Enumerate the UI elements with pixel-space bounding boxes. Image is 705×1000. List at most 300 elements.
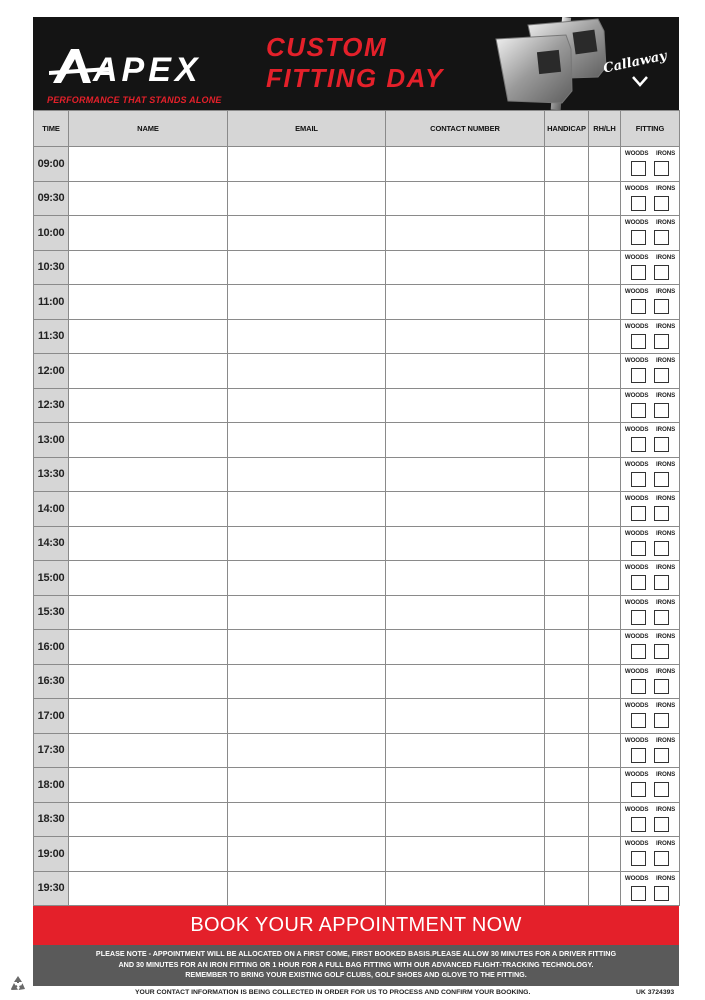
fitting-cell (621, 457, 680, 492)
time-slot: 13:30 (34, 457, 69, 492)
woods-checkbox[interactable] (631, 334, 646, 349)
woods-checkbox[interactable] (631, 368, 646, 383)
fitting-labels (621, 840, 679, 847)
irons-checkbox[interactable] (654, 265, 669, 280)
woods-label: WOODS (624, 874, 649, 882)
fitting-cell (621, 181, 680, 216)
woods-checkbox[interactable] (631, 506, 646, 521)
woods-label: WOODS (624, 460, 649, 468)
fitting-labels (621, 254, 679, 261)
email-cell[interactable] (228, 837, 386, 872)
fitting-labels (621, 633, 679, 640)
privacy-statement: YOUR CONTACT INFORMATION IS BEING COLLECTED IN ORDER FOR US TO PROCESS AND CONFIRM YOUR BOOKING. (135, 989, 531, 996)
woods-checkbox[interactable] (631, 886, 646, 901)
time-slot: 12:30 (34, 388, 69, 423)
fitting-labels (621, 150, 679, 157)
woods-label: WOODS (624, 495, 649, 502)
irons-label: IRONS (656, 564, 676, 571)
handicap-cell[interactable] (545, 354, 589, 389)
handicap-cell[interactable] (545, 802, 589, 837)
hand-cell[interactable] (589, 802, 621, 837)
woods-label: WOODS (624, 564, 649, 571)
name-cell[interactable] (69, 216, 228, 251)
irons-checkbox[interactable] (654, 506, 669, 521)
time-slot: 09:30 (34, 181, 69, 216)
irons-label: IRONS (656, 702, 676, 709)
fitting-cell (621, 147, 680, 182)
time-slot: 09:00 (34, 147, 69, 182)
booking-sheet (33, 17, 679, 986)
name-cell[interactable] (69, 388, 228, 423)
column-header-hand: RH/LH (589, 111, 621, 147)
hand-cell[interactable] (589, 630, 621, 665)
fitting-labels (621, 323, 679, 330)
golf-iron-heads (458, 17, 618, 110)
name-cell[interactable] (69, 802, 228, 837)
hand-cell[interactable] (589, 181, 621, 216)
name-cell[interactable] (69, 664, 228, 699)
hand-cell[interactable] (589, 319, 621, 354)
handicap-cell[interactable] (545, 388, 589, 423)
email-cell[interactable] (228, 319, 386, 354)
woods-checkbox[interactable] (631, 817, 646, 832)
fitting-cell (621, 664, 680, 699)
woods-checkbox[interactable] (631, 851, 646, 866)
column-header-name: NAME (69, 111, 228, 147)
handicap-cell[interactable] (545, 768, 589, 803)
woods-checkbox[interactable] (631, 230, 646, 245)
contact-number-cell[interactable] (386, 561, 545, 596)
woods-checkbox[interactable] (631, 299, 646, 314)
irons-label: IRONS (656, 633, 676, 640)
hand-cell[interactable] (589, 664, 621, 699)
irons-label: IRONS (656, 288, 676, 295)
contact-number-cell[interactable] (386, 837, 545, 872)
fitting-checkboxes (621, 886, 679, 901)
table-row (34, 354, 680, 389)
handicap-cell[interactable] (545, 319, 589, 354)
woods-label: WOODS (624, 598, 649, 606)
table-row (34, 181, 680, 216)
email-cell[interactable] (228, 733, 386, 768)
table-row (34, 595, 680, 630)
table-row (34, 630, 680, 665)
fitting-checkboxes (621, 368, 679, 383)
contact-number-cell[interactable] (386, 423, 545, 458)
contact-number-cell[interactable] (386, 216, 545, 251)
time-slot: 17:30 (34, 733, 69, 768)
column-header-time: TIME (34, 111, 69, 147)
fitting-cell (621, 871, 680, 906)
irons-label: IRONS (656, 736, 676, 744)
handicap-cell[interactable] (545, 699, 589, 734)
contact-number-cell[interactable] (386, 871, 545, 906)
fitting-checkboxes (621, 437, 679, 452)
notice-line-1: PLEASE NOTE - APPOINTMENT WILL BE ALLOCATED ON A FIRST COME, FIRST BOOKED BASIS.PLEASE ALLOW 30 MINUTES FOR A DRIVER FITTING (95, 949, 617, 958)
name-cell[interactable] (69, 147, 228, 182)
irons-checkbox[interactable] (654, 817, 669, 832)
table-row (34, 457, 680, 492)
column-header-fitting: FITTING (621, 111, 680, 147)
handicap-cell[interactable] (545, 871, 589, 906)
irons-checkbox[interactable] (654, 782, 669, 797)
hand-cell[interactable] (589, 595, 621, 630)
irons-checkbox[interactable] (654, 161, 669, 176)
woods-checkbox[interactable] (631, 575, 646, 590)
time-slot: 19:30 (34, 871, 69, 906)
irons-checkbox[interactable] (654, 403, 669, 418)
irons-checkbox[interactable] (654, 299, 669, 314)
irons-label: IRONS (656, 322, 676, 330)
name-cell[interactable] (69, 768, 228, 803)
contact-number-cell[interactable] (386, 492, 545, 527)
irons-checkbox[interactable] (654, 644, 669, 659)
column-header-email: EMAIL (228, 111, 386, 147)
irons-label: IRONS (656, 598, 676, 606)
fitting-checkboxes (621, 817, 679, 832)
hand-cell[interactable] (589, 147, 621, 182)
email-cell[interactable] (228, 250, 386, 285)
woods-label: WOODS (624, 391, 649, 399)
table-row (34, 837, 680, 872)
irons-label: IRONS (656, 805, 676, 813)
table-row (34, 216, 680, 251)
irons-label: IRONS (656, 840, 676, 847)
hand-cell[interactable] (589, 423, 621, 458)
woods-checkbox[interactable] (631, 644, 646, 659)
irons-checkbox[interactable] (654, 230, 669, 245)
name-cell[interactable] (69, 595, 228, 630)
fitting-checkboxes (621, 610, 679, 625)
email-cell[interactable] (228, 871, 386, 906)
handicap-cell[interactable] (545, 147, 589, 182)
woods-label: WOODS (624, 357, 649, 364)
email-cell[interactable] (228, 457, 386, 492)
woods-checkbox[interactable] (631, 782, 646, 797)
fitting-labels (621, 599, 679, 606)
handicap-cell[interactable] (545, 181, 589, 216)
woods-checkbox[interactable] (631, 265, 646, 280)
woods-label: WOODS (624, 219, 649, 226)
woods-label: WOODS (624, 633, 649, 640)
document-code: UK 3724393 (636, 989, 675, 996)
name-cell[interactable] (69, 733, 228, 768)
contact-number-cell[interactable] (386, 526, 545, 561)
email-cell[interactable] (228, 802, 386, 837)
handicap-cell[interactable] (545, 664, 589, 699)
contact-number-cell[interactable] (386, 802, 545, 837)
handicap-cell[interactable] (545, 526, 589, 561)
fitting-checkboxes (621, 230, 679, 245)
irons-checkbox[interactable] (654, 334, 669, 349)
notice-line-3: REMEMBER TO BRING YOUR EXISTING GOLF CLUBS, GOLF SHOES AND GLOVE TO THE FITTING. (185, 970, 527, 979)
contact-number-cell[interactable] (386, 768, 545, 803)
name-cell[interactable] (69, 319, 228, 354)
handicap-cell[interactable] (545, 285, 589, 320)
fitting-labels (621, 185, 679, 192)
hand-cell[interactable] (589, 768, 621, 803)
irons-checkbox[interactable] (654, 541, 669, 556)
fitting-labels (621, 737, 679, 744)
name-cell[interactable] (69, 457, 228, 492)
woods-checkbox[interactable] (631, 161, 646, 176)
fitting-checkboxes (621, 403, 679, 418)
table-row (34, 492, 680, 527)
contact-number-cell[interactable] (386, 664, 545, 699)
woods-checkbox[interactable] (631, 403, 646, 418)
fitting-checkboxes (621, 541, 679, 556)
fitting-labels (621, 219, 679, 226)
irons-checkbox[interactable] (654, 886, 669, 901)
fitting-labels (621, 288, 679, 295)
handicap-cell[interactable] (545, 733, 589, 768)
handicap-cell[interactable] (545, 595, 589, 630)
irons-label: IRONS (656, 184, 676, 192)
time-slot: 19:00 (34, 837, 69, 872)
email-cell[interactable] (228, 388, 386, 423)
fitting-labels (621, 668, 679, 675)
fitting-labels (621, 702, 679, 709)
time-slot: 13:00 (34, 423, 69, 458)
fitting-labels (621, 495, 679, 502)
name-cell[interactable] (69, 871, 228, 906)
email-cell[interactable] (228, 526, 386, 561)
contact-number-cell[interactable] (386, 147, 545, 182)
table-row (34, 423, 680, 458)
email-cell[interactable] (228, 699, 386, 734)
fitting-checkboxes (621, 713, 679, 728)
hand-cell[interactable] (589, 837, 621, 872)
fitting-checkboxes (621, 575, 679, 590)
name-cell[interactable] (69, 285, 228, 320)
fitting-checkboxes (621, 506, 679, 521)
contact-number-cell[interactable] (386, 630, 545, 665)
irons-checkbox[interactable] (654, 472, 669, 487)
email-cell[interactable] (228, 561, 386, 596)
fitting-checkboxes (621, 472, 679, 487)
name-cell[interactable] (69, 492, 228, 527)
woods-checkbox[interactable] (631, 748, 646, 763)
woods-checkbox[interactable] (631, 541, 646, 556)
table-row (34, 664, 680, 699)
handicap-cell[interactable] (545, 561, 589, 596)
name-cell[interactable] (69, 250, 228, 285)
fitting-cell (621, 768, 680, 803)
event-title (266, 32, 444, 94)
name-cell[interactable] (69, 354, 228, 389)
name-cell[interactable] (69, 561, 228, 596)
email-cell[interactable] (228, 630, 386, 665)
name-cell[interactable] (69, 837, 228, 872)
hand-cell[interactable] (589, 871, 621, 906)
email-cell[interactable] (228, 492, 386, 527)
hand-cell[interactable] (589, 285, 621, 320)
fitting-cell (621, 561, 680, 596)
handicap-cell[interactable] (545, 423, 589, 458)
fitting-labels (621, 357, 679, 364)
handicap-cell[interactable] (545, 837, 589, 872)
contact-number-cell[interactable] (386, 733, 545, 768)
column-header-contact-number: CONTACT NUMBER (386, 111, 545, 147)
email-cell[interactable] (228, 423, 386, 458)
handicap-cell[interactable] (545, 492, 589, 527)
fitting-labels (621, 875, 679, 882)
fitting-checkboxes (621, 782, 679, 797)
woods-checkbox[interactable] (631, 472, 646, 487)
irons-checkbox[interactable] (654, 748, 669, 763)
hand-cell[interactable] (589, 250, 621, 285)
email-cell[interactable] (228, 285, 386, 320)
email-cell[interactable] (228, 216, 386, 251)
irons-label: IRONS (656, 391, 676, 399)
table-row (34, 699, 680, 734)
fitting-labels (621, 771, 679, 778)
time-slot: 12:00 (34, 354, 69, 389)
name-cell[interactable] (69, 181, 228, 216)
table-row (34, 319, 680, 354)
woods-checkbox[interactable] (631, 437, 646, 452)
time-slot: 15:30 (34, 595, 69, 630)
contact-number-cell[interactable] (386, 285, 545, 320)
email-cell[interactable] (228, 181, 386, 216)
time-slot: 16:30 (34, 664, 69, 699)
irons-checkbox[interactable] (654, 679, 669, 694)
woods-checkbox[interactable] (631, 610, 646, 625)
table-row (34, 561, 680, 596)
email-cell[interactable] (228, 147, 386, 182)
time-slot: 11:30 (34, 319, 69, 354)
woods-label: WOODS (624, 702, 649, 709)
irons-checkbox[interactable] (654, 610, 669, 625)
event-title-line-2: FITTING DAY (266, 63, 444, 93)
woods-label: WOODS (624, 805, 649, 813)
contact-number-cell[interactable] (386, 354, 545, 389)
fitting-checkboxes (621, 679, 679, 694)
time-slot: 17:00 (34, 699, 69, 734)
contact-number-cell[interactable] (386, 457, 545, 492)
booking-notice (33, 945, 679, 986)
time-slot: 10:30 (34, 250, 69, 285)
fitting-cell (621, 492, 680, 527)
irons-checkbox[interactable] (654, 368, 669, 383)
time-slot: 16:00 (34, 630, 69, 665)
contact-number-cell[interactable] (386, 319, 545, 354)
time-slot: 11:00 (34, 285, 69, 320)
fitting-cell (621, 630, 680, 665)
irons-checkbox[interactable] (654, 196, 669, 211)
fitting-cell (621, 354, 680, 389)
woods-label: WOODS (624, 736, 649, 744)
fitting-cell (621, 388, 680, 423)
name-cell[interactable] (69, 630, 228, 665)
hand-cell[interactable] (589, 561, 621, 596)
handicap-cell[interactable] (545, 457, 589, 492)
time-slot: 10:00 (34, 216, 69, 251)
fitting-labels (621, 806, 679, 813)
name-cell[interactable] (69, 526, 228, 561)
email-cell[interactable] (228, 664, 386, 699)
handicap-cell[interactable] (545, 216, 589, 251)
woods-label: WOODS (624, 667, 649, 675)
irons-checkbox[interactable] (654, 437, 669, 452)
irons-label: IRONS (656, 874, 676, 882)
email-cell[interactable] (228, 595, 386, 630)
header-banner (33, 17, 679, 110)
woods-label: WOODS (624, 184, 649, 192)
hand-cell[interactable] (589, 492, 621, 527)
woods-checkbox[interactable] (631, 196, 646, 211)
irons-label: IRONS (656, 460, 676, 468)
hand-cell[interactable] (589, 388, 621, 423)
name-cell[interactable] (69, 699, 228, 734)
fitting-cell (621, 423, 680, 458)
woods-label: WOODS (624, 150, 649, 157)
hand-cell[interactable] (589, 526, 621, 561)
fitting-cell (621, 319, 680, 354)
irons-checkbox[interactable] (654, 851, 669, 866)
hand-cell[interactable] (589, 699, 621, 734)
handicap-cell[interactable] (545, 250, 589, 285)
hand-cell[interactable] (589, 354, 621, 389)
hand-cell[interactable] (589, 733, 621, 768)
woods-checkbox[interactable] (631, 679, 646, 694)
fitting-cell (621, 250, 680, 285)
woods-checkbox[interactable] (631, 713, 646, 728)
irons-checkbox[interactable] (654, 575, 669, 590)
hand-cell[interactable] (589, 457, 621, 492)
recycle-icon (8, 974, 28, 994)
irons-label: IRONS (656, 426, 676, 433)
fitting-cell (621, 699, 680, 734)
email-cell[interactable] (228, 768, 386, 803)
table-row (34, 250, 680, 285)
contact-number-cell[interactable] (386, 250, 545, 285)
table-header-row (34, 111, 680, 147)
time-slot: 18:30 (34, 802, 69, 837)
fitting-labels (621, 426, 679, 433)
fitting-cell (621, 837, 680, 872)
fitting-checkboxes (621, 299, 679, 314)
woods-label: WOODS (624, 771, 649, 778)
woods-label: WOODS (624, 288, 649, 295)
column-header-handicap: HANDICAP (545, 111, 589, 147)
table-row (34, 768, 680, 803)
irons-label: IRONS (656, 495, 676, 502)
irons-label: IRONS (656, 253, 676, 261)
contact-number-cell[interactable] (386, 595, 545, 630)
irons-checkbox[interactable] (654, 713, 669, 728)
fitting-cell (621, 526, 680, 561)
time-slot: 14:30 (34, 526, 69, 561)
email-cell[interactable] (228, 354, 386, 389)
irons-label: IRONS (656, 667, 676, 675)
contact-number-cell[interactable] (386, 699, 545, 734)
handicap-cell[interactable] (545, 630, 589, 665)
irons-label: IRONS (656, 150, 676, 157)
notice-line-2: AND 30 MINUTES FOR AN IRON FITTING OR 1 HOUR FOR A FULL BAG FITTING WITH OUR ADVANCED FLIGHT-TRACKING TECHNOLOGY. (118, 959, 594, 969)
table-row (34, 526, 680, 561)
woods-label: WOODS (624, 529, 649, 537)
time-slot: 14:00 (34, 492, 69, 527)
brand-tagline: PERFORMANCE THAT STANDS ALONE (47, 95, 222, 105)
contact-number-cell[interactable] (386, 181, 545, 216)
contact-number-cell[interactable] (386, 388, 545, 423)
name-cell[interactable] (69, 423, 228, 458)
hand-cell[interactable] (589, 216, 621, 251)
fitting-cell (621, 802, 680, 837)
woods-label: WOODS (624, 322, 649, 330)
fitting-checkboxes (621, 196, 679, 211)
